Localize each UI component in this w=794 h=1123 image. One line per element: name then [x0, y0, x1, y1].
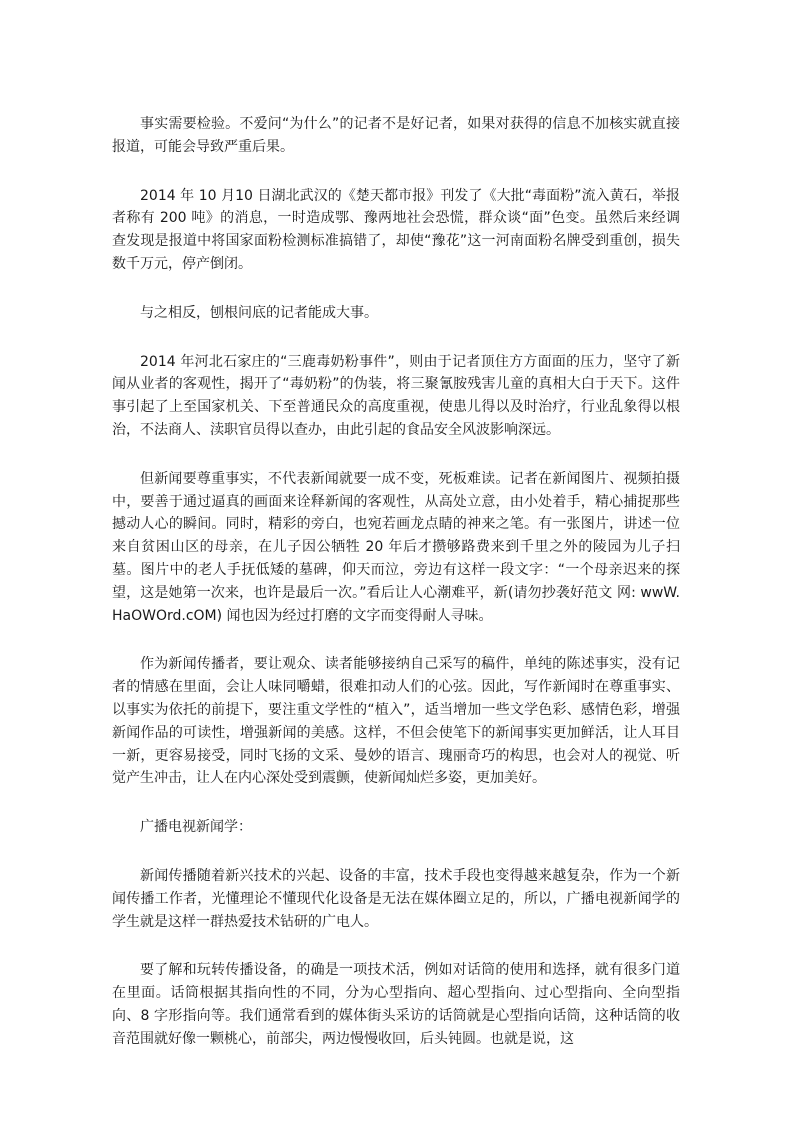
paragraph-microphones: 要了解和玩转传播设备，的确是一项技术活，例如对话筒的使用和选择，就有很多门道在里面。话筒根据其指向性的不同，分为心型指向、超心型指向、过心型指向、全向型指向、8 字形指向等。我们通常看到的媒体街头采访的话筒就是心型指向话筒，这种话筒的收音范围就好像一颗桃心，前部尖，两边慢慢收回，后头钝圆。也就是说，这 — [112, 962, 680, 1047]
paragraph-literary-quality: 作为新闻传播者，要让观众、读者能够接纳自己采写的稿件，单纯的陈述事实，没有记者的情感在里面，会让人味同嚼蜡，很难扣动人们的心弦。因此，写作新闻时在尊重事实、以事实为依托的前提下，要注重文学性的“植入”，适当增加一些文学色彩、感情色彩，增强新闻作品的可读性，增强新闻的美感。这样，不但会使笔下的新闻事实更加鲜活，让人耳目一新，更容易接受，同时飞扬的文采、曼妙的语言、瑰丽奇巧的构思，也会对人的视觉、听觉产生冲击，让人在内心深处受到震颤，使新闻灿烂多姿，更加美好。 — [112, 656, 680, 787]
paragraph-technology: 新闻传播随着新兴技术的兴起、设备的丰富，技术手段也变得越来越复杂，作为一个新闻传播工作者，光懂理论不懂现代化设备是无法在媒体圈立足的，所以，广播电视新闻学的学生就是这样一群热爱技术钻研的广电人。 — [112, 867, 680, 930]
section-heading-broadcast: 广播电视新闻学： — [140, 819, 252, 836]
paragraph-contrast: 与之相反，刨根问底的记者能成大事。 — [140, 304, 378, 321]
paragraph-respect-facts: 但新闻要尊重事实，不代表新闻就要一成不变，死板难读。记者在新闻图片、视频拍摄中，要善于通过逼真的画面来诠释新闻的客观性，从高处立意，由小处着手，精心捕捉那些撼动人心的瞬间。同时，精彩的旁白，也宛若画龙点睛的神来之笔。有一张图片，讲述一位来自贫困山区的母亲，在儿子因公牺牲 20 年后才攒够路费来到千里之外的陵园为儿子扫墓。图片中的老人手抚低矮的墓碑，仰天而泣，旁边有这样一段文字：“一个母亲迟来的探望，这是她第一次来，也许是最后一次。”看后让人心潮难平，新(请勿抄袭好范文 网: wwW.HaOWOrd.cOM) 闻也因为经过打磨的文字而变得耐人寻味。 — [112, 470, 680, 624]
paragraph-sanlu-milk: 2014 年河北石家庄的“三鹿毒奶粉事件”，则由于记者顶住方方面面的压力，坚守了新闻从业者的客观性，揭开了“毒奶粉”的伪装，将三聚氰胺残害儿童的真相大白于天下。这件事引起了上至国家机关、下至普通民众的高度重视，使患儿得以及时治疗，行业乱象得以根治，不法商人、渎职官员得以查办，由此引起的食品安全风波影响深远。 — [112, 353, 680, 438]
paragraph-poison-flour: 2014 年 10 月10 日湖北武汉的《楚天都市报》刊发了《大批“毒面粉”流入黄石，举报者称有 200 吨》的消息，一时造成鄂、豫两地社会恐慌，群众谈“面”色变。虽然后来经调查发现是报道中将国家面粉检测标准搞错了，却使“豫花”这一河南面粉名牌受到重创，损失数千万元，停产倒闭。 — [112, 187, 680, 272]
document-page — [112, 113, 680, 1077]
paragraph-fact-verification: 事实需要检验。不爱问“为什么”的记者不是好记者，如果对获得的信息不加核实就直接报道，可能会导致严重后果。 — [112, 116, 680, 155]
